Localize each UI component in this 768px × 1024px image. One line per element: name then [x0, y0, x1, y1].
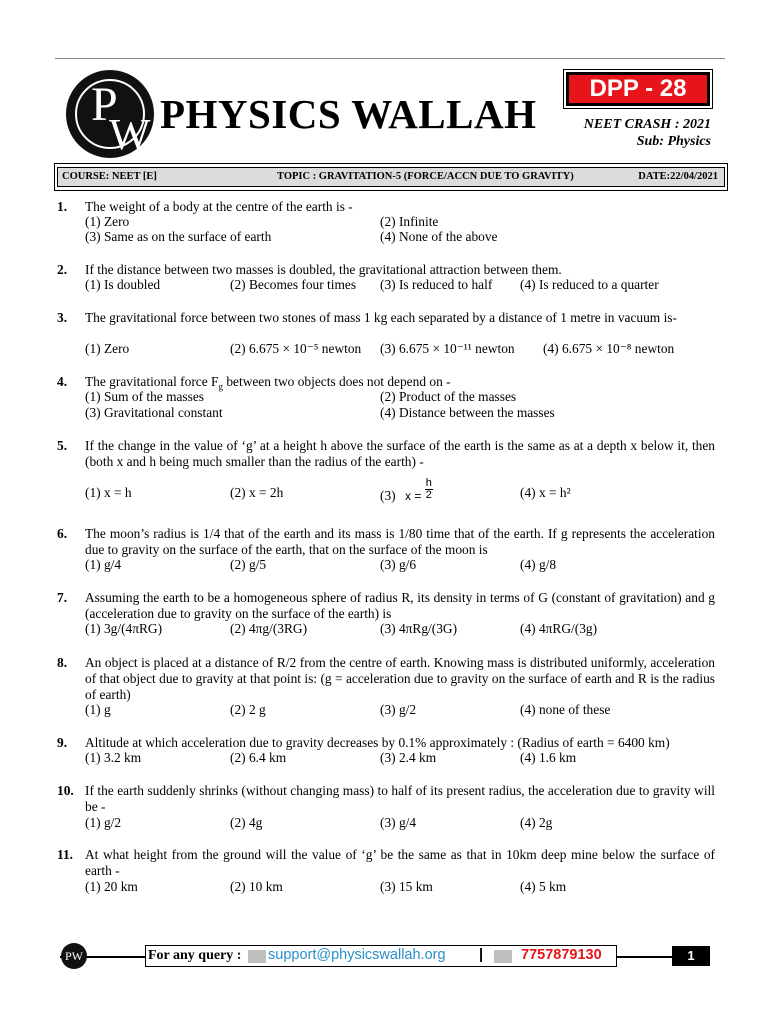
logo-letter-w: W [109, 110, 151, 159]
option-1: (1) g/2 [85, 815, 122, 830]
support-email-link[interactable]: support@physicswallah.org [268, 947, 446, 963]
question-number: 2. [57, 262, 68, 277]
option-4: (4) 5 km [520, 879, 567, 894]
option-4: (4) 6.675 × 10⁻⁸ newton [543, 341, 675, 356]
option-2: (2) 10 km [230, 879, 283, 894]
option-2: (2) Becomes four times [230, 277, 357, 292]
option-1: (1) 3.2 km [85, 750, 142, 765]
option-2: (2) Product of the masses [380, 389, 517, 404]
top-rule [55, 58, 725, 59]
option-2: (2) x = 2h [230, 485, 284, 500]
option-4: (4) 2g [520, 815, 553, 830]
question-number: 8. [57, 655, 68, 670]
option-3: (3) 15 km [380, 879, 433, 894]
option-1: (1) Is doubled [85, 277, 161, 292]
question-stem: If the distance between two masses is doubled, the gravitational attraction between them. [85, 262, 562, 277]
option-3: (3) g/2 [380, 702, 417, 717]
question-number: 11. [57, 847, 73, 862]
option-4: (4) x = h² [520, 485, 571, 500]
force-subscript: g [218, 381, 223, 392]
question-stem: At what height from the ground will the value of ‘g’ be the same as that in 10km deep mine below the surface of earth - [85, 847, 715, 878]
question-number: 5. [57, 438, 68, 453]
option-4: (4) None of the above [380, 229, 498, 244]
logo-letter-p: P [91, 78, 118, 131]
date-label: DATE:22/04/2021 [638, 171, 718, 182]
option-3: (3) Is reduced to half [380, 277, 493, 292]
course-label: COURSE: NEET [E] [62, 171, 157, 182]
question-number: 1. [57, 199, 68, 214]
question-number: 6. [57, 526, 68, 541]
option-4: (4) 4πRG/(3g) [520, 621, 598, 636]
option-2: (2) 6.675 × 10⁻⁵ newton [230, 341, 362, 356]
question-number: 10. [57, 783, 74, 798]
course-bar [57, 167, 725, 187]
neet-crash-label: NEET CRASH : 2021 [583, 117, 711, 132]
option-1: (1) Sum of the masses [85, 389, 205, 404]
option-1: (1) 20 km [85, 879, 138, 894]
question-stem: If the earth suddenly shrinks (without changing mass) to half of its present radius, the acceleration due to gravity will be - [85, 783, 715, 814]
question-number: 7. [57, 590, 68, 605]
pw-logo [66, 70, 154, 158]
topic-label: TOPIC : GRAVITATION-5 (FORCE/ACCN DUE TO GRAVITY) [277, 171, 574, 182]
option-1: (1) Zero [85, 341, 130, 356]
footer-contact-box [145, 945, 617, 967]
question-stem: Assuming the earth to be a homogeneous sphere of radius R, its density in terms of G (constant of gravitation) and g (acceleration due to gravity on the surface of the earth) is [85, 590, 715, 621]
question-stem: The weight of a body at the centre of the earth is - [85, 199, 353, 214]
option-3: (3) Same as on the surface of earth [85, 229, 272, 244]
question-stem: Altitude at which acceleration due to gravity decreases by 0.1% approximately : (Radius of earth = 6400 km) [85, 735, 670, 750]
fraction-denominator: 2 [425, 489, 432, 501]
option-3: (3) Gravitational constant [85, 405, 223, 420]
option-1: (1) g [85, 702, 111, 717]
option-3: (3) g/4 [380, 815, 417, 830]
question-number: 9. [57, 735, 68, 750]
question-stem: An object is placed at a distance of R/2 from the centre of earth. Knowing mass is distributed uniformly, acceleration of that object due to gravity at that point is: (g = acceleration due to gravity on the surface of earth and R is the radius of earth) [85, 655, 715, 702]
option-4: (4) none of these [520, 702, 611, 717]
option-3 [380, 478, 433, 501]
option-2: (2) 4g [230, 815, 263, 830]
question-stem: The moon’s radius is 1/4 that of the earth and its mass is 1/80 time that of the earth. If g represents the acceleration due to gravity on the surface of the earth, that on the surface of the moon is [85, 526, 715, 557]
question-stem: The gravitational force between two stones of mass 1 kg each separated by a distance of 1 metre in vacuum is- [85, 310, 677, 325]
fraction-numerator: h [425, 477, 432, 489]
option-1: (1) 3g/(4πRG) [85, 621, 163, 636]
option-4: (4) 1.6 km [520, 750, 577, 765]
option-3: (3) 4πRg/(3G) [380, 621, 458, 636]
footer-logo: PW [61, 943, 87, 969]
option-3-label: (3) [380, 487, 396, 503]
support-phone-link[interactable]: 7757879130 [521, 947, 602, 963]
option-2: (2) Infinite [380, 214, 439, 229]
question-number: 4. [57, 374, 68, 389]
page-number: 1 [672, 946, 710, 966]
option-1: (1) Zero [85, 214, 130, 229]
dpp-badge: DPP - 28 [566, 72, 710, 106]
brand-title: PHYSICS WALLAH [160, 91, 537, 137]
option-4: (4) Is reduced to a quarter [520, 277, 659, 292]
option-1: (1) x = h [85, 485, 132, 500]
mail-icon [248, 950, 266, 963]
question-stem: If the change in the value of ‘g’ at a height h above the surface of the earth is the same as at a depth x below it, then (both x and h being much smaller than the radius of the earth) - [85, 438, 715, 469]
query-label: For any query : [148, 948, 242, 963]
phone-icon [494, 950, 512, 963]
question-number: 3. [57, 310, 68, 325]
fraction-h-over-2 [425, 478, 433, 501]
option-3: (3) 6.675 × 10⁻¹¹ newton [380, 341, 515, 356]
question-stem: The gravitational force $F_g$ between two objects does not depend on - [85, 374, 451, 392]
option-3: (3) g/6 [380, 557, 417, 572]
option-2: (2) 2 g [230, 702, 266, 717]
separator: | [479, 947, 484, 963]
option-2: (2) 6.4 km [230, 750, 287, 765]
option-2: (2) 4πg/(3RG) [230, 621, 308, 636]
option-1: (1) g/4 [85, 557, 122, 572]
subject-label: Sub: Physics [636, 134, 711, 149]
option-4: (4) Distance between the masses [380, 405, 555, 420]
option-2: (2) g/5 [230, 557, 267, 572]
option-3-prefix: x = [404, 488, 422, 503]
option-4: (4) g/8 [520, 557, 557, 572]
option-3: (3) 2.4 km [380, 750, 437, 765]
